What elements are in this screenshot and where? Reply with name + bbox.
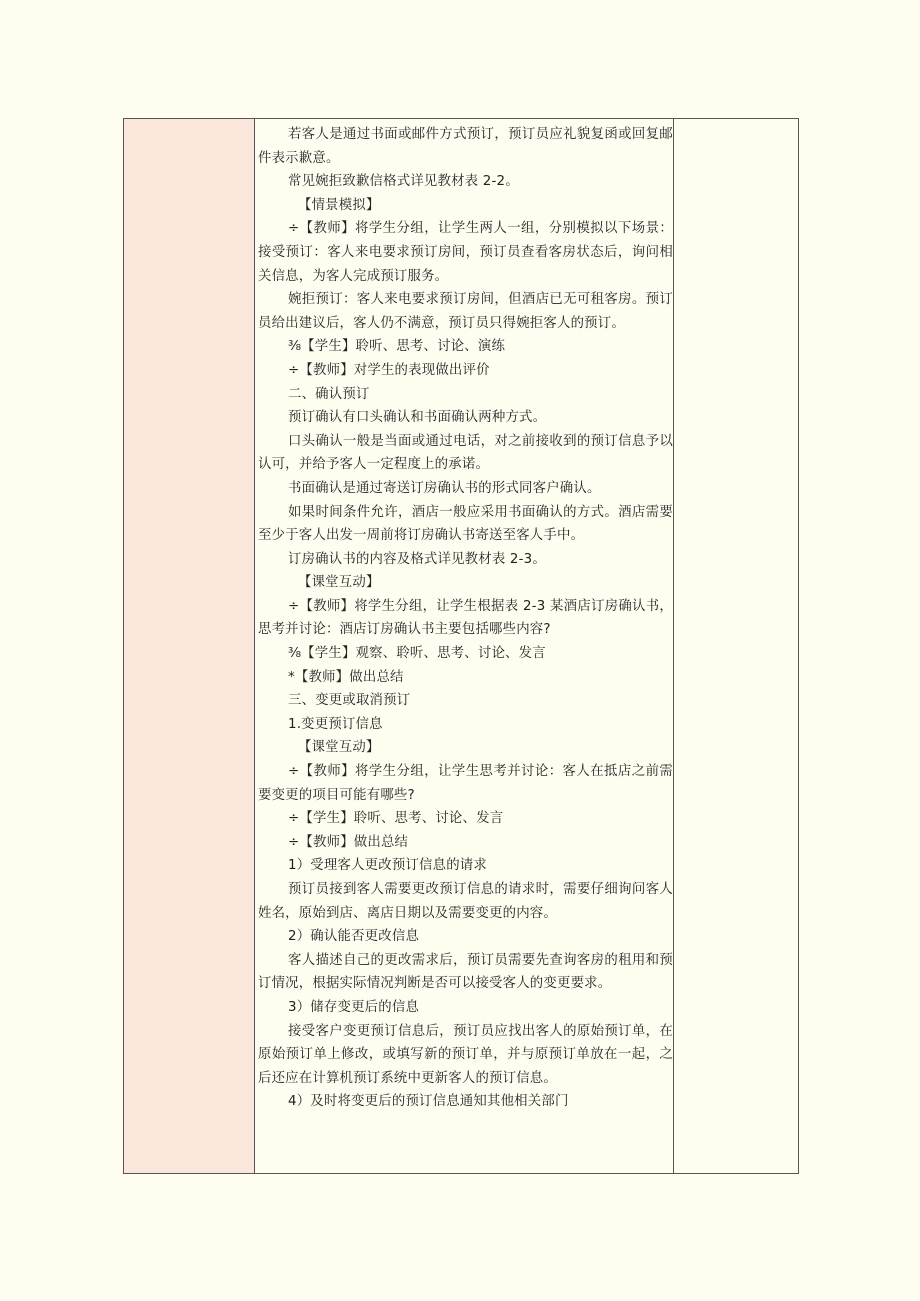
paragraph-6: ÷【教师】对学生的表现做出评价 [288,362,490,378]
paragraph-8: 预订确认有口头确认和书面确认两种方式。 [288,410,547,426]
paragraph-27: 3）储存变更后的信息 [288,999,420,1015]
lesson-plan-table [123,118,799,1174]
paragraph-2: 【情景模拟】 [298,197,380,213]
paragraph-7: 二、确认预订 [288,386,370,402]
paragraph-1: 常见婉拒致歉信格式详见教材表 2-2。 [288,174,519,190]
content-cell [255,119,674,1173]
paragraph-12: 订房确认书的内容及格式详见教材表 2-3。 [288,551,546,567]
paragraph-29: 4）及时将变更后的预订信息通知其他相关部门 [288,1094,569,1110]
paragraph-16: *【教师】做出总结 [288,669,404,685]
paragraph-23: 1）受理客人更改预订信息的请求 [288,858,487,874]
paragraph-22: ÷【教师】做出总结 [288,834,409,850]
paragraph-28: 接受客户变更预订信息后，预订员应找出客人的原始预订单，在原始预订单上修改，或填写新的预订单，并与原预订单放在一起，之后还应在计算机预订系统中更新客人的预订信息。 [258,1023,673,1086]
paragraph-9: 口头确认一般是当面或通过电话，对之前接收到的预订信息予以认可，并给予客人一定程度上的承诺。 [258,433,673,473]
paragraph-17: 三、变更或取消预订 [288,693,411,709]
paragraph-25: 2）确认能否更改信息 [288,929,420,945]
paragraph-13: 【课堂互动】 [298,575,380,591]
left-column-cell [124,119,255,1173]
paragraph-0: 若客人是通过书面或邮件方式预订，预订员应礼貌复函或回复邮件表示歉意。 [258,127,673,166]
paragraph-21: ÷【学生】聆听、思考、讨论、发言 [288,811,504,827]
paragraph-3: ÷【教师】将学生分组，让学生两人一组，分别模拟以下场景：接受预订：客人来电要求预订房间，预订员查看客房状态后，询问相关信息，为客人完成预订服务。 [258,221,673,284]
paragraph-15: ⅜【学生】观察、聆听、思考、讨论、发言 [288,646,546,662]
paragraph-26: 客人描述自己的更改需求后，预订员需要先查询客房的租用和预订情况，根据实际情况判断是否可以接受客人的变更要求。 [258,952,673,992]
paragraph-24: 预订员接到客人需要更改预订信息的请求时，需要仔细询问客人姓名，原始到店、离店日期以及需要变更的内容。 [258,882,673,921]
paragraph-11: 如果时间条件允许，酒店一般应采用书面确认的方式。酒店需要至少于客人出发一周前将订房确认书寄送至客人手中。 [258,504,673,544]
paragraph-20: ÷【教师】将学生分组，让学生思考并讨论：客人在抵店之前需要变更的项目可能有哪些? [258,764,673,803]
paragraph-4: 婉拒预订：客人来电要求预订房间，但酒店已无可租客房。预订员给出建议后，客人仍不满意，预订员只得婉拒客人的预订。 [258,292,673,331]
paragraph-5: ⅜【学生】聆听、思考、讨论、演练 [288,339,506,355]
paragraph-14: ÷【教师】将学生分组，让学生根据表 2-3 某酒店订房确认书，思考并讨论：酒店订房确认书主要包括哪些内容? [258,598,673,638]
paragraph-19: 【课堂互动】 [298,740,380,756]
paragraph-10: 书面确认是通过寄送订房确认书的形式同客户确认。 [288,480,601,496]
paragraph-18: 1.变更预订信息 [288,716,383,732]
right-column-cell [674,119,798,1173]
